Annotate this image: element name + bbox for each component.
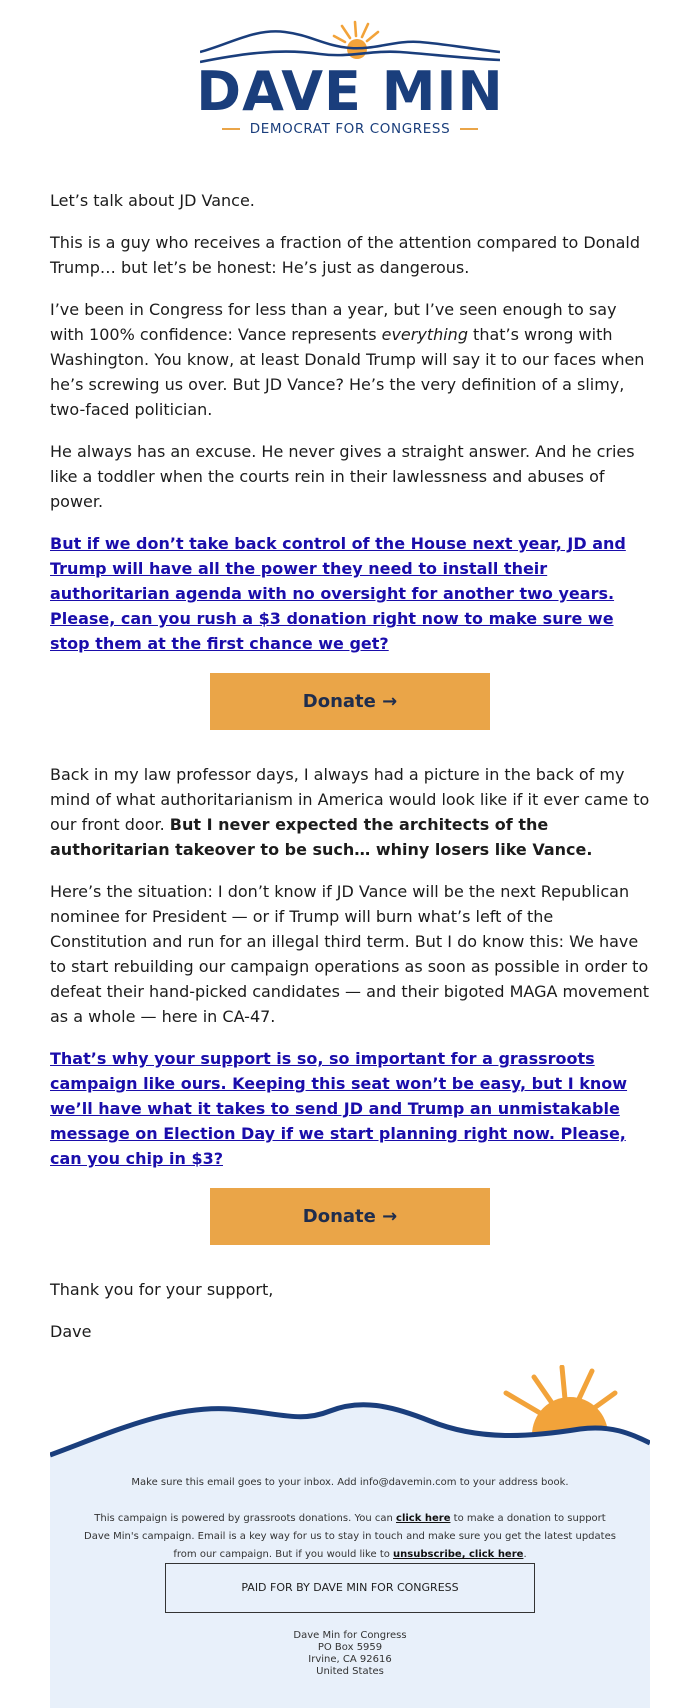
powered-by-note: [80, 1510, 620, 1564]
logo-name: DAVE MIN: [196, 60, 504, 123]
paragraph-congress-part1: I’ve been in Congress for less than a year, but I’ve seen enough to say with 100% confidence: Vance represents: [50, 300, 617, 344]
paragraph-fraction: This is a guy who receives a fraction of the attention compared to Donald Trump… but let’s be honest: He’s just as dangerous.: [50, 233, 640, 277]
paragraph-situation: Here’s the situation: I don’t know if JD Vance will be the next Republican nominee for President — or if Trump will burn what’s left of the Constitution and run for an illegal third term. But I do know this: We have to start rebuilding our campaign operations as soon as possible in order to defeat their hand-picked candidates — and their bigoted MAGA movement as a whole — here in CA-47.: [50, 882, 650, 1026]
inbox-note: Make sure this email goes to your inbox. Add info@davemin.com to your address book.: [131, 1477, 569, 1488]
unsubscribe-link[interactable]: unsubscribe, click here: [393, 1549, 524, 1560]
powered-part1: This campaign is powered by grassroots donations. You can: [94, 1513, 397, 1524]
mailing-address: [50, 1630, 650, 1678]
tagline-dash-right: [460, 128, 478, 130]
address-line-1: Dave Min for Congress: [293, 1630, 407, 1641]
address-line-3: Irvine, CA 92616: [308, 1654, 392, 1665]
donate-button-2[interactable]: Donate →: [210, 1188, 490, 1245]
address-line-2: PO Box 5959: [317, 1642, 383, 1653]
paragraph-congress-part2: that’s wrong with Washington. You know, at least Donald Trump will say it to our faces when he’s screwing us over. But JD Vance? He’s the very definition of a slimy, two-faced politician.: [50, 325, 645, 419]
powered-end: .: [523, 1549, 527, 1560]
paragraph-law-professor: [50, 762, 650, 862]
paragraph-congress: [50, 297, 650, 422]
click-here-link[interactable]: click here: [396, 1513, 451, 1524]
paragraph-excuse: He always has an excuse. He never gives a straight answer. And he cries like a toddler when the courts rein in their lawlessness and abuses of power.: [50, 442, 635, 511]
logo-tagline-text: DEMOCRAT FOR CONGRESS: [249, 121, 451, 137]
email-footer: [50, 1365, 650, 1708]
powered-part2: to make a donation to support Dave Min's campaign. Email is a key way for us to stay in touch and make sure you get the latest updates from our campaign. But if you would like to: [84, 1513, 616, 1560]
donation-link-1[interactable]: But if we don’t take back control of the House next year, JD and Trump will have all the power they need to install their authoritarian agenda with no oversight for another two years. Please, can you rush a $3 donation right now to make sure we stop them at the first chance we get?: [50, 534, 626, 653]
tagline-dash-left: [222, 128, 240, 130]
emphasis-everything: everything: [381, 325, 468, 344]
donation-link-2[interactable]: That’s why your support is so, so important for a grassroots campaign like ours. Keeping this seat won’t be easy, but I know we’ll have what it takes to send JD and Trump an unmistakable message on Election Day if we start planning right now. Please, can you chip in $3?: [50, 1049, 628, 1168]
donate-button-container-1: [50, 673, 650, 730]
logo-tagline: [0, 120, 700, 138]
paragraph-law-part1: Back in my law professor days, I always had a picture in the back of my mind of what authoritarianism in America would look like if it ever came to our front door.: [50, 765, 650, 834]
paragraph-cta-1: [50, 531, 650, 656]
email-body: [50, 188, 650, 1361]
footer-wave-sun-icon: [50, 1365, 650, 1475]
paragraph-intro: Let’s talk about JD Vance.: [50, 191, 255, 210]
paragraph-law-bold: But I never expected the architects of the authoritarian takeover to be such… whiny losers like Vance.: [50, 815, 593, 859]
paragraph-cta-2: [50, 1046, 650, 1171]
address-line-4: United States: [316, 1666, 384, 1677]
paid-for-disclaimer: PAID FOR BY DAVE MIN FOR CONGRESS: [165, 1563, 535, 1613]
email-header: [0, 0, 700, 160]
signoff: Thank you for your support,: [50, 1280, 274, 1299]
signature: Dave: [50, 1322, 92, 1341]
donate-button-container-2: [50, 1188, 650, 1245]
donate-button-1[interactable]: Donate →: [210, 673, 490, 730]
